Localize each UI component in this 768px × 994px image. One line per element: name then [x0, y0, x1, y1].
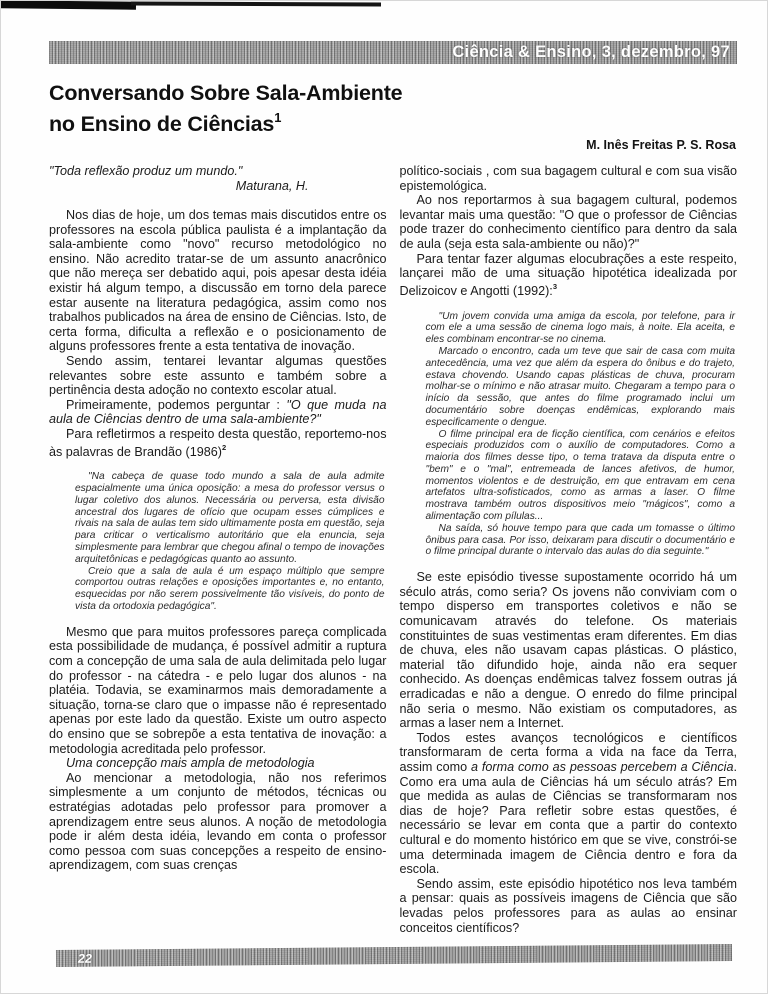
inline-emphasis-italic: a forma como as pessoas percebem a Ciência	[470, 759, 734, 774]
blockquote-paragraph: Marcado o encontro, cada um teve que sair de casa com muita antecedência, uma vez que além da espera do ônibus e do trajeto, estava chovendo. Usando capas plásticas de chuva, procuram molhar-se o mínimo e não atrasar muito. Chegaram a tempo para o início da sessão, que antes do filme programado inclui um documentário sobre doenças endêmicas, explorando mais especificamente o dengue.	[425, 345, 735, 428]
footnote-ref-2: 2	[221, 442, 227, 452]
article-title-line2: no Ensino de Ciências$^1$	[49, 110, 282, 137]
section-heading: Uma concepção mais ampla de metodologia	[66, 756, 315, 771]
article-body	[49, 164, 737, 935]
journal-header-band	[49, 41, 737, 64]
paragraph: Nos dias de hoje, um dos temas mais discutidos entre os professores na escola pública paulista é a implantação da sala-ambiente como "novo" recurso metodológico no ensino. Não acredito tratar-se de um assunto anacrônico que não mereça ser debatido aqui, pois apesar desta idéia existir há algum tempo, a discussão em torno dela parece estar ausente na literatura pedagógica, assim como nos trabalhos publicados na área de ensino de Ciências. Isto, de certa forma, dificulta a reflexão e o posicionamento de alguns professores frente a esta tentativa de inovação.	[49, 208, 387, 354]
blockquote-paragraph: Creio que a sala de aula é um espaço múltiplo que sempre comportou outras relações e oposições importantes e, no entanto, esquecidas por não serem possivelmente tão visíveis, do ponto de vista da ortodoxia pedagógica".	[75, 565, 385, 613]
blockquote-paragraph: "Um jovem convida uma amiga da escola, por telefone, para ir com ele a uma sessão de cinema logo mais, à noite. Ela aceita, e eles combinam encontrar-se no cinema.	[425, 310, 735, 346]
footnote-ref-3: 3	[552, 281, 558, 291]
epigraph-attribution: Maturana, H.	[235, 179, 309, 193]
blockquote-brandao	[75, 471, 385, 613]
blockquote-paragraph: O filme principal era de ficção científica, com cenários e efeitos especiais produzidos com o auxílio de computadores. Como a maioria dos filmes desse tipo, o tema tratava da disputa entre o "bem" e o "mal", entremeada de lances afetivos, de humor, momentos violentos e de destruição, em que entravam em cena artefatos ultra-sofisticados, como as armas a laser. O filme mostrava também outros dispositivos meio "mágicos", como a alimentação com pílulas...	[425, 428, 735, 523]
paragraph: Para tentar fazer algumas elocubrações a este respeito, lançarei mão de uma situação hipotética idealizada por Delizoicov e Angotti (1992):$^3$	[399, 251, 737, 298]
paragraph: Todos estes avanços tecnológicos e científicos transformaram de certa forma a vida na face da Terra, assim como a forma como as pessoas percebem a Ciência. Como era uma aula de Ciências há um século atrás? Em que medida as aulas de Ciências se transformaram nos dias de hoje? Para refletir sobre estas questões, é necessário se levar em conta que a partir do contexto cultural e do momento histórico em que se vive, constrói-se uma determinada imagem de Ciência dentro e fora da escola.	[399, 730, 737, 877]
blockquote-paragraph: "Na cabeça de quase todo mundo a sala de aula admite espacialmente uma única oposição: a mesa do professor versus o lugar coletivo dos alunos. Necessária ou perversa, esta divisão ancestral dos lugares de ofício que ocupam esses cúmplices e rivais na sala de aulas tem sido ultimamente posta em questão, seja para criticar o verticalismo autoritário que ela enuncia, seja simplesmente para lembrar que chegou afinal o tempo de inovações arquitetônicas e pedagógicas quanto ao assunto.	[75, 471, 385, 565]
inline-question-italic: "O que muda na aula de Ciências dentro de uma sala-ambiente?"	[49, 397, 387, 427]
left-column	[49, 164, 387, 935]
paragraph: Primeiramente, podemos perguntar : "O que muda na aula de Ciências dentro de uma sala-ambiente?"	[49, 397, 387, 427]
blockquote-delizoicov	[426, 311, 736, 559]
right-column	[400, 164, 738, 935]
article-title-line1: Conversando Sobre Sala-Ambiente	[49, 81, 403, 105]
paragraph: Mesmo que para muitos professores pareça complicada esta possibilidade de mudança, é possível admitir a ruptura com a concepção de uma sala de aula delimitada pelo lugar do professor - na cátedra - e pelo lugar dos alunos - na platéia. Todavia, se examinarmos mais demoradamente a situação, torna-se claro que o impasse não é representado apenas por este lado da questão. Existe um outro aspecto do ensino que se sobrepõe a esta tentativa de inovação: a metodologia acreditada pelo professor.	[49, 624, 387, 756]
blockquote-paragraph: Na saída, só houve tempo para que cada um tomasse o último ônibus para casa. Por isso, deixaram para discutir o documentário e o filme principal durante o intervalo das aulas do dia seguinte."	[425, 522, 735, 558]
journal-banner-text: Ciência & Ensino, 3, dezembro, 97	[452, 43, 730, 61]
title-footnote-ref: 1	[274, 110, 282, 125]
paragraph: Ao mencionar a metodologia, não nos referimos simplesmente a um conjunto de métodos, técnicas ou estratégias adotadas pelo professor para promover a aprendizagem entre seus alunos. A noção de metodologia pode ir além desta idéia, levando em conta o professor como pessoa com suas concepções a respeito de ensino-aprendizagem, com suas crenças	[49, 770, 387, 873]
scan-artifact-line	[131, 1, 381, 6]
paragraph: Sendo assim, este episódio hipotético nos leva também a pensar: quais as possíveis imagens de Ciência que são levadas pelos professores para as aulas ao ensinar conceitos científicos?	[399, 876, 737, 935]
page-number: 22	[77, 951, 92, 966]
paragraph: Sendo assim, tentarei levantar algumas questões relevantes sobre este assunto e também sobre a pertinência desta adoção no contexto escolar atual.	[49, 353, 387, 398]
paragraph: Ao nos reportarmos à sua bagagem cultural, podemos levantar mais uma questão: "O que o professor de Ciências pode trazer do conhecimento científico para dentro da sala de aula (seja esta sala-ambiente ou não)?"	[399, 193, 737, 251]
epigraph-quote: "Toda reflexão produz um mundo."	[49, 164, 243, 178]
footer-band	[56, 944, 732, 967]
article-title	[49, 80, 402, 137]
author-name: M. Inês Freitas P. S. Rosa	[586, 138, 736, 152]
paragraph: Para refletirmos a respeito desta questão, reportemo-nos às palavras de Brandão (1986)$^2$	[49, 426, 387, 459]
paragraph: político-sociais , com sua bagagem cultural e com sua visão epistemológica.	[399, 164, 737, 193]
paragraph: Se este episódio tivesse supostamente ocorrido há um século atrás, como seria? Os jovens não conviviam com o tempo disperso em transportes coletivos e não se comunicavam através do telefone. Os materiais constituintes de suas vestimentas eram diferentes. Em dias de chuva, eles não usavam capas plásticas. O plástico, material tão difundido hoje, ainda não era sequer conhecido. As doenças endêmicas talvez fossem outras já erradicadas e não a dengue. O enredo do filme principal não seria o mesmo. Não existiam os computadores, as armas a laser nem a Internet.	[399, 570, 737, 731]
scan-artifact-line	[1, 0, 136, 9]
